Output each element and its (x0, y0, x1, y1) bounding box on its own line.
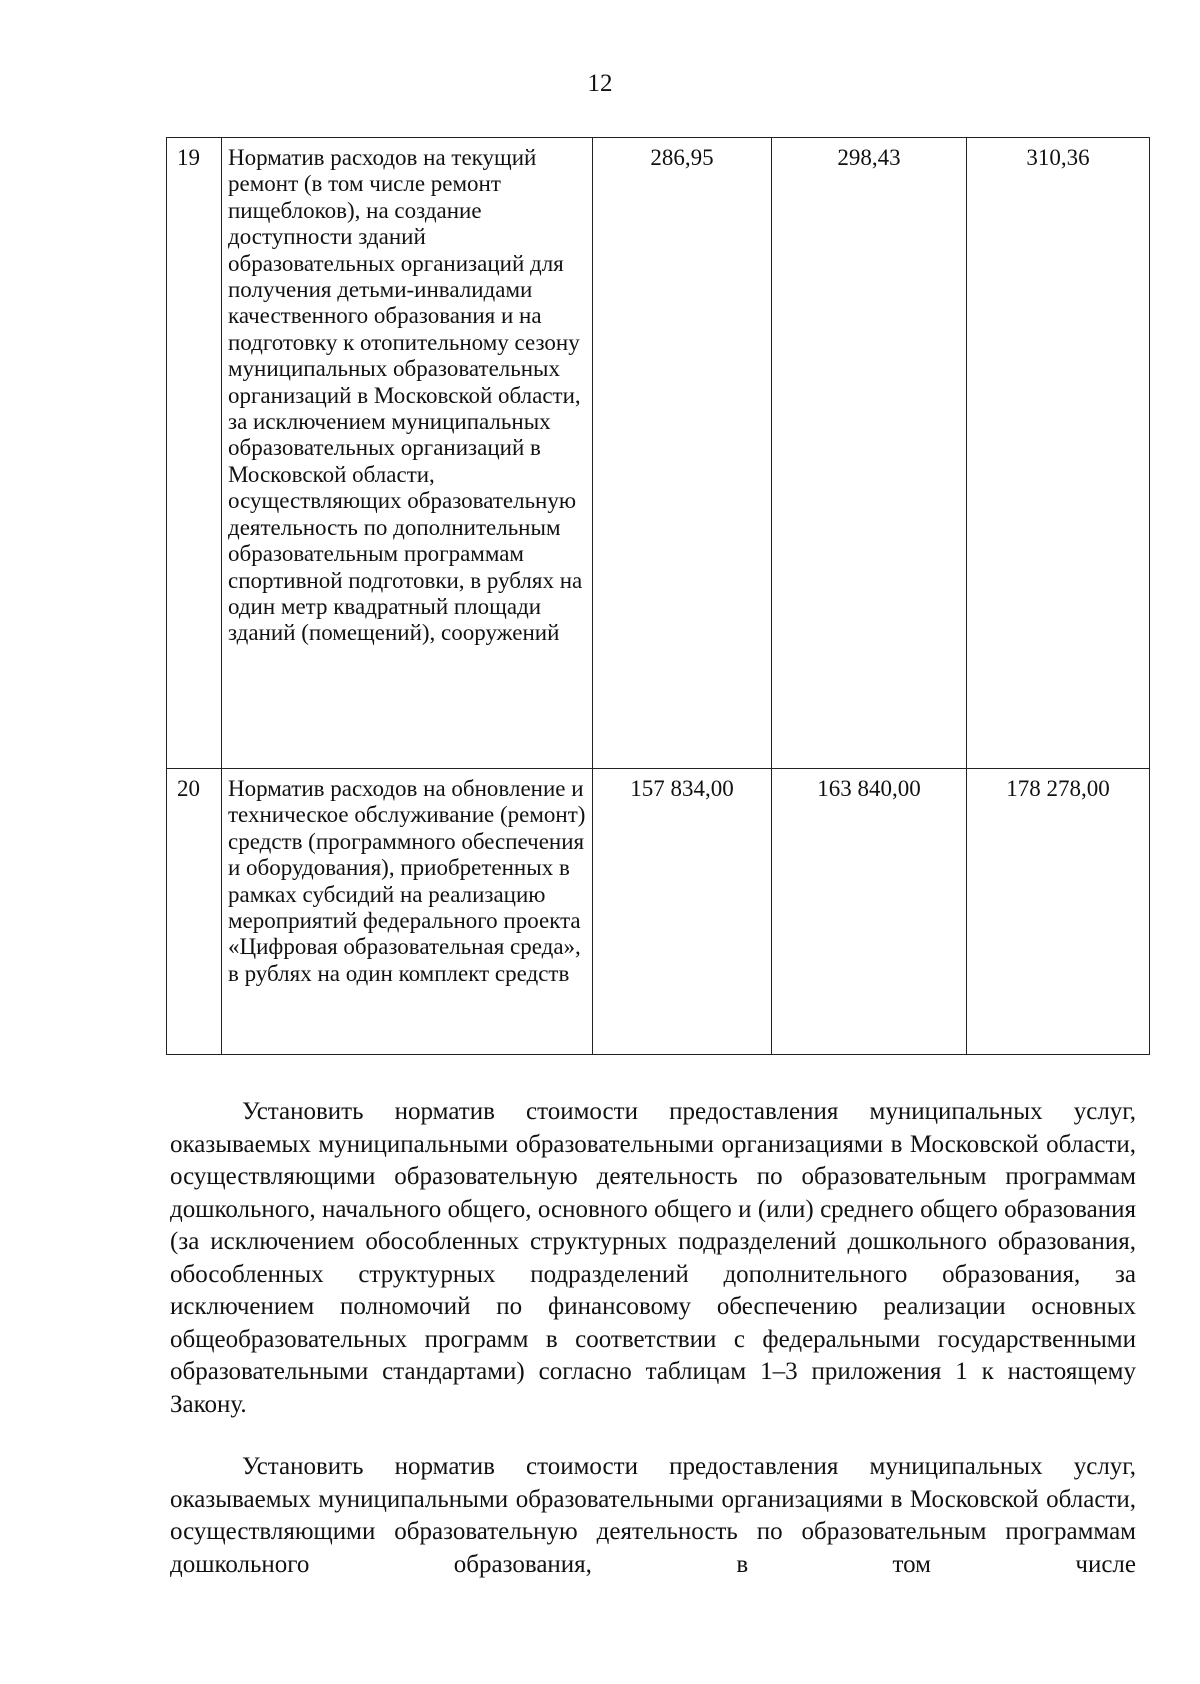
body-paragraph: Установить норматив стоимости предоставления муниципальных услуг, оказываемых муниципальными образовательными организациями в Московской области, осуществляющими образовательную деятельность по образовательным программам дошкольного, начального общего, основного общего и (или) среднего общего образования (за исключением обособленных структурных подразделений дошкольного образования, обособленных структурных подразделений дополнительного образования, за исключением полномочий по финансовому обеспечению реализации основных общеобразовательных программ в соответствии с федеральными государственными образовательными стандартами) согласно таблицам 1–3 приложения 1 к настоящему Закону. (170, 1098, 1136, 1418)
row-number: 20 (167, 769, 222, 1055)
row-number: 19 (167, 138, 222, 769)
row-description: Норматив расходов на обновление и техническое обслуживание (ремонт) средств (программного обеспечения и оборудования), приобретенных в рамках субсидий на реализацию мероприятий федерального проекта «Цифровая образовательная среда», в рублях на один комплект средств (222, 769, 593, 1055)
value-cell: 298,43 (772, 138, 967, 769)
value-cell: 310,36 (967, 138, 1150, 769)
value-cell: 163 840,00 (772, 769, 967, 1055)
value-cell: 157 834,00 (593, 769, 772, 1055)
value-cell: 178 278,00 (967, 769, 1150, 1055)
table-row (167, 769, 1150, 1055)
page-number: 12 (587, 70, 613, 97)
norms-table (166, 137, 1150, 1055)
row-description: Норматив расходов на текущий ремонт (в том числе ремонт пищеблоков), на создание доступности зданий образовательных организаций для получения детьми-инвалидами качественного образования и на подготовку к отопительному сезону муниципальных образовательных организаций в Московской области, за исключением муниципальных образовательных организаций в Московской области, осуществляющих образовательную деятельность по дополнительным образовательным программам спортивной подготовки, в рублях на один метр квадратный площади зданий (помещений), сооружений (222, 138, 593, 769)
table-row (167, 138, 1150, 769)
body-paragraph: Установить норматив стоимости предоставления муниципальных услуг, оказываемых муниципальными образовательными организациями в Московской области, осуществляющими образовательную деятельность по образовательным программам дошкольного образования, в том числе (170, 1453, 1136, 1578)
value-cell: 286,95 (593, 138, 772, 769)
